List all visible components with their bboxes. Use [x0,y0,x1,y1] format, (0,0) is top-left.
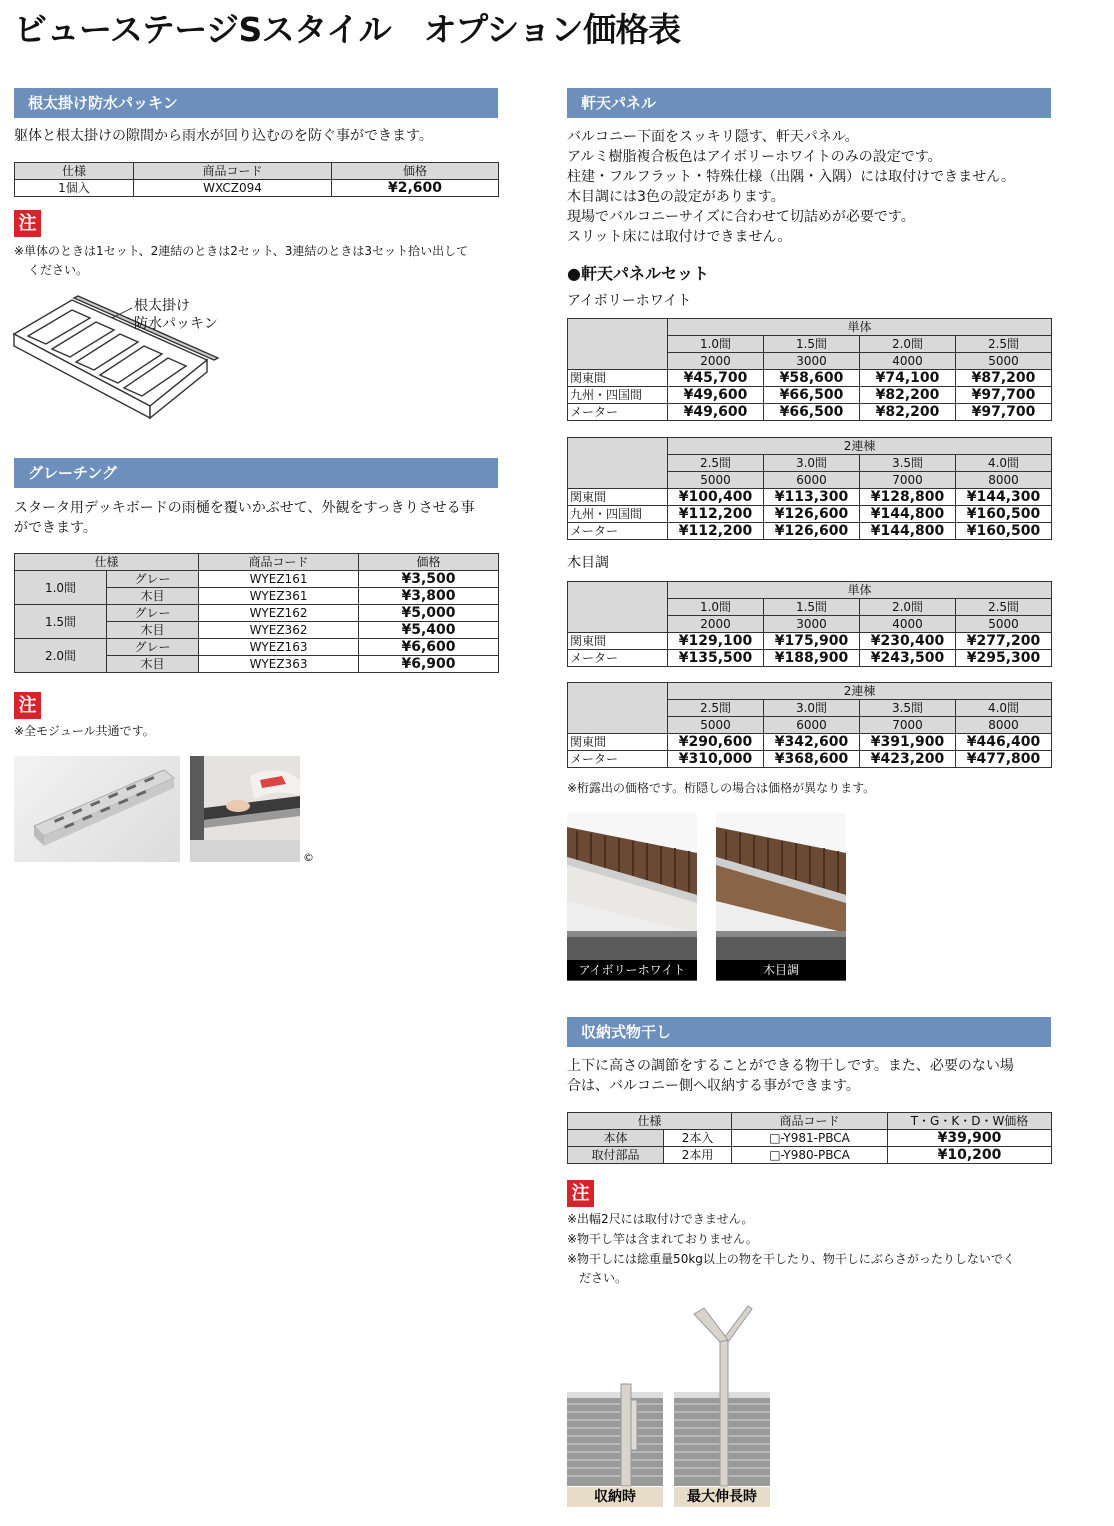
cell-code: WYEZ162 [199,605,359,622]
mm-header: 2000 [668,353,764,370]
size-header: 1.5間 [764,336,860,353]
wood-label: 木目調 [567,555,609,571]
price-cell: ¥423,200 [860,751,956,768]
price-cell: ¥100,400 [668,489,764,506]
laundry-note-3: ※物干しには総重量50kg以上の物を干したり、物干しにぶらさがったりしないでく [567,1252,1015,1266]
price-cell: ¥342,600 [764,734,860,751]
table-corner [568,683,668,734]
section-header-grating: グレーチング [14,458,498,488]
laundry-desc-2: 合は、バルコニー側へ収納する事ができます。 [567,1078,860,1094]
mm-header: 8000 [956,717,1052,734]
cell-code: WYEZ363 [199,656,359,673]
size-header: 1.5間 [764,599,860,616]
row-label: メーター [568,404,668,421]
cell-price: ¥10,200 [888,1147,1052,1164]
size-header: 1.0間 [668,599,764,616]
cell-qty: 2本用 [664,1147,732,1164]
cell-code: WYEZ361 [199,588,359,605]
laundry-table [567,1112,1052,1164]
price-cell: ¥113,300 [764,489,860,506]
cell-price: ¥3,500 [359,571,499,588]
laundry-note-2: ※物干し竿は含まれておりません。 [567,1232,758,1246]
mm-header: 6000 [764,717,860,734]
cell-code: WYEZ163 [199,639,359,656]
laundry-desc-1: 上下に高さの調節をすることができる物干しです。また、必要のない場 [567,1058,1014,1074]
cell-qty: 2本入 [664,1130,732,1147]
th-spec: 仕様 [15,163,134,180]
soffit-price-table [567,682,1052,768]
th-spec: 仕様 [15,554,199,571]
note-badge: 注 [14,692,41,719]
mm-header: 5000 [956,616,1052,633]
soffit-desc-3: 柱建・フルフラット・特殊仕様（出隅・入隅）には取付けできません。 [567,169,1015,185]
size-header: 2.5間 [956,336,1052,353]
cell-price: ¥6,900 [359,656,499,673]
laundry-note-4: ださい。 [567,1271,628,1285]
soffit-photo-ivory [567,813,697,981]
section-header-packing: 根太掛け防水パッキン [14,88,498,118]
price-cell: ¥66,500 [764,404,860,421]
soffit-desc-1: バルコニー下面をスッキリ隠す、軒天パネル。 [567,129,859,145]
cell-code: WYEZ161 [199,571,359,588]
price-cell: ¥74,100 [860,370,956,387]
size-header: 1.0間 [668,336,764,353]
cell-spec: 1個入 [15,180,134,197]
ivory-label: アイボリーホワイト [567,293,692,309]
mm-header: 7000 [860,472,956,489]
mm-header: 2000 [668,616,764,633]
row-label: 関東間 [568,734,668,751]
laundry-photo-extended [674,1300,770,1510]
price-cell: ¥58,600 [764,370,860,387]
price-cell: ¥144,800 [860,506,956,523]
page-title: ビューステージSスタイル オプション価格表 [14,10,681,49]
cell-price: ¥39,900 [888,1130,1052,1147]
row-label: メーター [568,650,668,667]
cell-spec: 本体 [568,1130,664,1147]
price-cell: ¥82,200 [860,387,956,404]
grating-table [14,553,499,673]
size-header: 2.5間 [668,455,764,472]
laundry-caption-extended: 最大伸長時 [674,1487,770,1507]
section-header-soffit: 軒天パネル [567,88,1051,118]
packing-table [14,162,499,197]
cell-code: □-Y980-PBCA [732,1147,888,1164]
price-cell: ¥368,600 [764,751,860,768]
row-label: メーター [568,751,668,768]
price-cell: ¥82,200 [860,404,956,421]
soffit-price-table [567,581,1052,667]
laundry-caption-stored: 収納時 [567,1487,663,1507]
th-code: 商品コード [134,163,332,180]
cell-price: ¥3,800 [359,588,499,605]
mm-header: 8000 [956,472,1052,489]
cell-price: ¥6,600 [359,639,499,656]
table-corner [568,582,668,633]
price-cell: ¥126,600 [764,523,860,540]
note-text: ※単体のときは1セット、2連結のときは2セット、3連結のときは3セット拾い出して [14,244,469,258]
soffit-caption-wood: 木目調 [716,960,846,980]
cell-color: 木目 [107,622,199,639]
cell-color: 木目 [107,656,199,673]
price-cell: ¥391,900 [860,734,956,751]
size-header: 4.0間 [956,700,1052,717]
soffit-desc-4: 木目調には3色の設定があります。 [567,189,785,205]
label-packing: 防水パッキン [134,316,218,332]
note-text: ※全モジュール共通です。 [14,724,155,738]
soffit-price-table [567,318,1052,421]
row-label: 関東間 [568,633,668,650]
cell-color: グレー [107,571,199,588]
row-label: 九州・四国間 [568,387,668,404]
price-cell: ¥230,400 [860,633,956,650]
cell-size: 1.5間 [15,605,107,639]
price-cell: ¥477,800 [956,751,1052,768]
price-cell: ¥290,600 [668,734,764,751]
cell-price: ¥2,600 [332,180,499,197]
price-cell: ¥160,500 [956,506,1052,523]
cell-code: WXCZ094 [134,180,332,197]
soffit-note: ※桁露出の価格です。桁隠しの場合は価格が異なります。 [567,781,876,795]
group-header: 2連棟 [668,438,1052,455]
cell-price: ¥5,000 [359,605,499,622]
price-cell: ¥175,900 [764,633,860,650]
cell-code: □-Y981-PBCA [732,1130,888,1147]
size-header: 4.0間 [956,455,1052,472]
cell-price: ¥5,400 [359,622,499,639]
copyright-mark: © [303,851,314,864]
label-nedakake: 根太掛け [134,298,190,314]
row-label: 関東間 [568,489,668,506]
th-price: 価格 [332,163,499,180]
price-cell: ¥188,900 [764,650,860,667]
mm-header: 4000 [860,353,956,370]
size-header: 2.0間 [860,336,956,353]
price-cell: ¥446,400 [956,734,1052,751]
cell-code: WYEZ362 [199,622,359,639]
mm-header: 6000 [764,472,860,489]
price-cell: ¥144,800 [860,523,956,540]
soffit-price-table [567,437,1052,540]
th-code: 商品コード [732,1113,888,1130]
th-code: 商品コード [199,554,359,571]
price-cell: ¥295,300 [956,650,1052,667]
price-cell: ¥277,200 [956,633,1052,650]
packing-description: 躯体と根太掛けの隙間から雨水が回り込むのを防ぐ事ができます。 [14,128,433,144]
mm-header: 3000 [764,353,860,370]
price-cell: ¥129,100 [668,633,764,650]
group-header: 2連棟 [668,683,1052,700]
mm-header: 5000 [956,353,1052,370]
grating-description-2: ができます。 [14,520,97,536]
th-price: T・G・K・D・W価格 [888,1113,1052,1130]
cell-spec: 取付部品 [568,1147,664,1164]
soffit-photo-wood [716,813,846,981]
table-corner [568,438,668,489]
note-badge: 注 [14,210,41,237]
size-header: 3.0間 [764,455,860,472]
cell-size: 2.0間 [15,639,107,673]
price-cell: ¥49,600 [668,387,764,404]
cell-color: グレー [107,639,199,656]
grating-description-1: スタータ用デッキボードの雨樋を覆いかぶせて、外観をすっきりさせる事 [14,500,475,516]
soffit-desc-5: 現場でバルコニーサイズに合わせて切詰めが必要です。 [567,209,915,225]
soffit-set-heading: ●軒天パネルセット [567,264,709,283]
price-cell: ¥144,300 [956,489,1052,506]
price-cell: ¥128,800 [860,489,956,506]
group-header: 単体 [668,319,1052,336]
mm-header: 7000 [860,717,956,734]
cell-size: 1.0間 [15,571,107,605]
price-cell: ¥243,500 [860,650,956,667]
mm-header: 3000 [764,616,860,633]
price-cell: ¥126,600 [764,506,860,523]
size-header: 3.5間 [860,455,956,472]
mm-header: 5000 [668,472,764,489]
soffit-caption-ivory: アイボリーホワイト [567,960,697,980]
row-label: 関東間 [568,370,668,387]
price-cell: ¥97,700 [956,404,1052,421]
size-header: 2.5間 [668,700,764,717]
note-badge: 注 [567,1180,594,1207]
size-header: 3.5間 [860,700,956,717]
group-header: 単体 [668,582,1052,599]
size-header: 2.5間 [956,599,1052,616]
soffit-desc-2: アルミ樹脂複合板色はアイボリーホワイトのみの設定です。 [567,149,942,165]
laundry-photo-stored [567,1300,663,1510]
soffit-desc-6: スリット床には取付けできません。 [567,229,792,245]
cell-color: 木目 [107,588,199,605]
mm-header: 5000 [668,717,764,734]
table-corner [568,319,668,370]
price-cell: ¥66,500 [764,387,860,404]
price-cell: ¥160,500 [956,523,1052,540]
row-label: メーター [568,523,668,540]
size-header: 3.0間 [764,700,860,717]
price-cell: ¥45,700 [668,370,764,387]
price-cell: ¥87,200 [956,370,1052,387]
mm-header: 4000 [860,616,956,633]
th-price: 価格 [359,554,499,571]
grating-photo-product [14,756,180,862]
grating-photo-installed [190,756,300,862]
price-cell: ¥97,700 [956,387,1052,404]
price-cell: ¥135,500 [668,650,764,667]
laundry-note-1: ※出幅2尺には取付けできません。 [567,1212,754,1226]
th-spec: 仕様 [568,1113,732,1130]
price-cell: ¥310,000 [668,751,764,768]
section-header-laundry: 収納式物干し [567,1017,1051,1047]
price-cell: ¥112,200 [668,506,764,523]
price-cell: ¥112,200 [668,523,764,540]
note-text-cont: ください。 [28,263,89,277]
size-header: 2.0間 [860,599,956,616]
price-cell: ¥49,600 [668,404,764,421]
cell-color: グレー [107,605,199,622]
row-label: 九州・四国間 [568,506,668,523]
